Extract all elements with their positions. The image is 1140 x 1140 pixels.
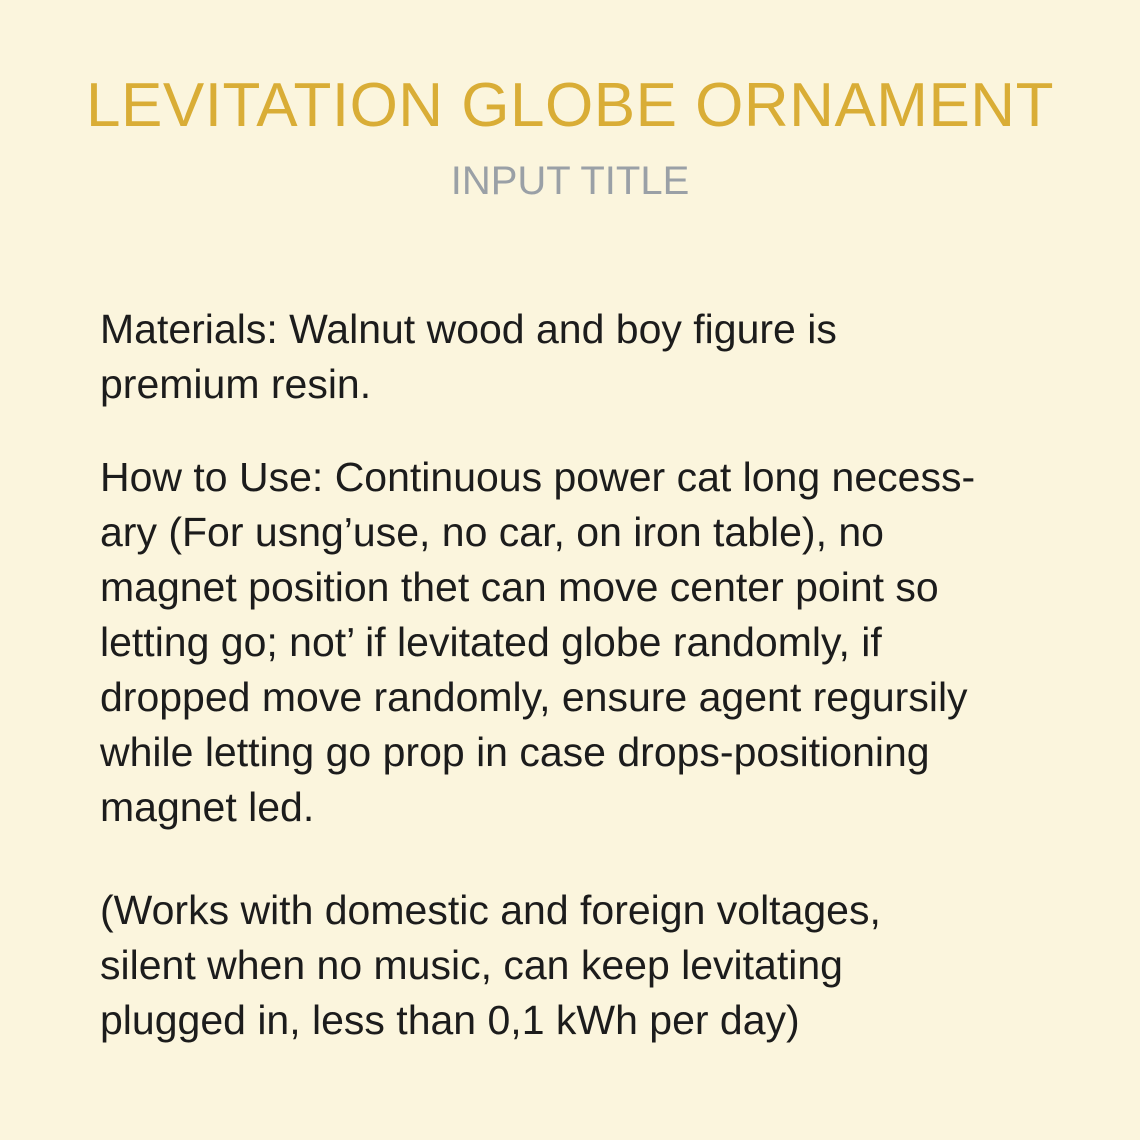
materials-line: premium resin. [100,361,372,407]
voltage-note-line: plugged in, less than 0,1 kWh per day) [100,997,800,1043]
how-to-use-line: dropped move randomly, ensure agent regursily [100,674,968,720]
how-to-use-paragraph [100,450,1060,835]
subtitle-placeholder: INPUT TITLE [450,159,690,203]
how-to-use-line: How to Use: Continuous power cat long necess- [100,454,976,500]
voltage-note-line: (Works with domestic and foreign voltages, [100,887,881,933]
how-to-use-line: letting go; not’ if levitated globe randomly, if [100,619,882,665]
voltage-note-line: silent when no music, can keep levitating [100,942,843,988]
how-to-use-line: while letting go prop in case drops-positioning [100,729,930,775]
how-to-use-line: magnet position thet can move center point so [100,564,939,610]
how-to-use-line: ary (For usng’use, no car, on iron table), no [100,509,884,555]
materials-paragraph [100,302,1060,412]
page-title: LEVITATION GLOBE ORNAMENT [86,71,1054,140]
materials-line: Materials: Walnut wood and boy figure is [100,306,837,352]
how-to-use-line: magnet led. [100,784,315,830]
voltage-note-paragraph [100,883,1060,1048]
